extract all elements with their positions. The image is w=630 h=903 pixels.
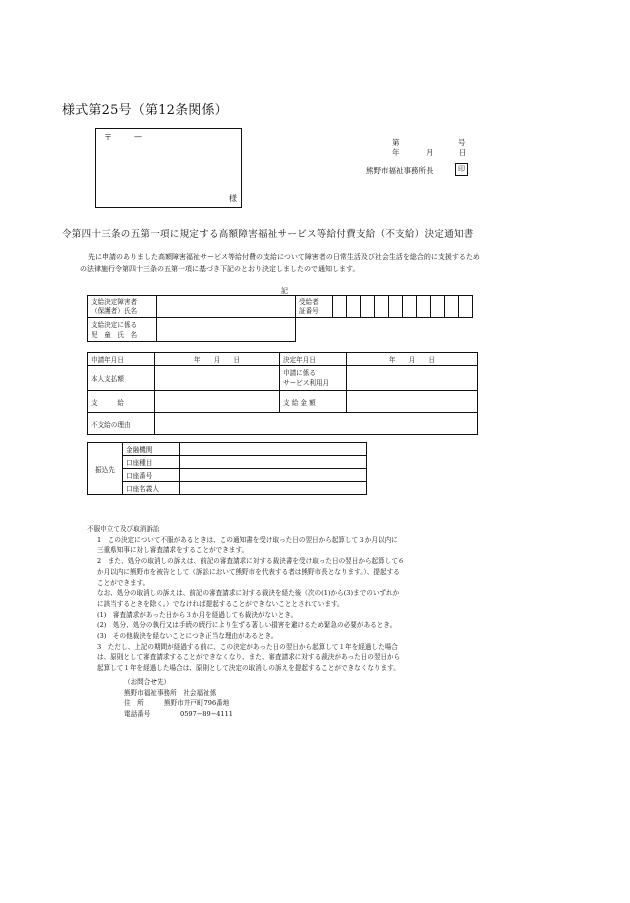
apply-date-label: 申請年月日 xyxy=(88,353,155,366)
recipient-name-field[interactable] xyxy=(157,296,296,318)
cert-digit-cell[interactable] xyxy=(361,296,375,318)
ki-heading: 記 xyxy=(281,287,288,295)
contact-section xyxy=(124,677,233,719)
postal-mark: 〒 xyxy=(104,133,112,142)
self-pay-label: 本人支払額 xyxy=(88,366,155,391)
doc-date-day: 日 xyxy=(459,148,467,157)
preamble-body: 先に申請のありました高額障害福祉サービス等給付費の支給について障害者の日常生活及び社会生活を総合的に支援するための法律施行令第四十三条の五第一項に基づき下記のとおり決定しましたので通知します。 xyxy=(80,253,480,273)
transfer-table xyxy=(87,442,367,495)
appeal-line: 2 また、処分の取消しの訴えは、前記の審査請求に対する裁決書を受け取った日の翌日から起算して６ xyxy=(97,557,405,566)
doc-number-dai: 第 xyxy=(392,138,400,147)
notice-title: 令第四十三条の五第一項に規定する高額障害福祉サービス等給付費支給（不支給）決定通知書 xyxy=(62,229,474,240)
self-pay-field[interactable] xyxy=(155,366,280,391)
form-number-title: 様式第25号（第12条関係） xyxy=(62,103,228,118)
contact-address-label: 住 所 xyxy=(124,699,144,707)
recipient-table xyxy=(87,295,473,342)
contact-address-row xyxy=(124,698,233,709)
contact-office: 熊野市福祉事務所 社会福祉係 xyxy=(124,688,217,697)
recipient-address-box xyxy=(95,128,242,208)
recipient-label-line2: （保護者）氏名 xyxy=(91,306,138,315)
service-label-line1: 申請に係る xyxy=(283,369,316,377)
appeal-section xyxy=(87,524,487,674)
recipient-label xyxy=(88,296,157,318)
cert-digit-cell[interactable] xyxy=(459,296,473,318)
contact-heading: （お問合せ先） xyxy=(124,678,171,686)
child-label-line1: 支給決定に係る xyxy=(91,320,138,329)
doc-date-year: 年 xyxy=(392,148,400,157)
appeal-line: 起算して１年を経過した場合は、原則として決定の取消しの訴えを提起することができなくなります。 xyxy=(97,664,400,673)
appeal-line: ことができます。 xyxy=(97,578,150,587)
seal-mark: 印 xyxy=(455,163,468,176)
contact-address: 熊野市井戸町796番地 xyxy=(164,699,230,707)
cert-digit-cell[interactable] xyxy=(347,296,361,318)
contact-phone-label: 電話番号 xyxy=(124,709,151,718)
account-type-field[interactable] xyxy=(180,456,367,469)
appeal-line: に該当するときを除く。）でなければ提起することができないこととされています。 xyxy=(97,599,344,608)
appeal-heading: 不服申立て及び取消訴訟 xyxy=(87,525,160,533)
appeal-line: なお、処分の取消しの訴えは、前記の審査請求に対する裁決を経た後（次の(1)から(3)までのいずれか xyxy=(97,589,400,598)
appeal-line: は、原則として審査請求することができなくなり、また、審査請求に対する裁決があった日の翌日から xyxy=(97,653,401,662)
child-name-label xyxy=(88,318,157,342)
child-name-field[interactable] xyxy=(157,318,296,342)
contact-phone: 0597−89−4111 xyxy=(180,709,234,718)
apply-date-field[interactable]: 年 月 日 xyxy=(155,353,280,366)
account-number-field[interactable] xyxy=(180,469,367,482)
decision-table xyxy=(87,352,478,435)
cert-number-label xyxy=(296,296,333,318)
account-holder-field[interactable] xyxy=(180,482,367,495)
sender-name: 熊野市福祉事務所長 xyxy=(366,166,434,175)
cert-digit-cell[interactable] xyxy=(417,296,431,318)
cert-label-line1: 受給者 xyxy=(299,297,319,306)
appeal-line: 1 この決定について不服があるときは、この通知書を受け取った日の翌日から起算して３か月以内に xyxy=(97,535,398,544)
appeal-line: 三重県知事に対し審査請求をすることができます。 xyxy=(97,546,249,555)
contact-phone-row xyxy=(124,709,233,720)
account-holder-label: 口座名義人 xyxy=(123,482,180,495)
service-month-label xyxy=(280,366,347,391)
account-type-label: 口座種目 xyxy=(123,456,180,469)
service-month-field[interactable] xyxy=(347,366,478,391)
decision-date-field[interactable]: 年 月 日 xyxy=(347,353,478,366)
payment-label: 支 給 xyxy=(88,391,155,413)
service-label-line2: サービス利用月 xyxy=(283,379,330,387)
transfer-label: 振込先 xyxy=(88,443,123,495)
bank-field[interactable] xyxy=(180,443,367,456)
appeal-line: 3 ただし、上記の期間が経過する前に、この決定があった日の翌日から起算して１年を経過した場合 xyxy=(97,642,398,651)
nonpay-reason-field[interactable] xyxy=(155,413,478,435)
bank-label: 金融機関 xyxy=(123,443,180,456)
doc-date-month: 月 xyxy=(426,148,434,157)
payment-amount-field[interactable] xyxy=(347,391,478,413)
decision-date-label: 決定年月日 xyxy=(280,353,347,366)
cert-digit-cell[interactable] xyxy=(403,296,417,318)
doc-number-go: 号 xyxy=(458,138,466,147)
appeal-line: か月以内に熊野市を被告として（訴訟において熊野市を代表する者は熊野市長となります。）、提起する xyxy=(97,567,400,576)
appeal-line: (3) その他裁決を経ないことにつき正当な理由があるとき。 xyxy=(97,632,278,641)
recipient-label-line1: 支給決定障害者 xyxy=(91,297,138,306)
account-number-label: 口座番号 xyxy=(123,469,180,482)
preamble-text xyxy=(80,252,480,275)
cert-digit-cell[interactable] xyxy=(445,296,459,318)
honorific-sama: 様 xyxy=(229,194,237,203)
cert-digit-cell[interactable] xyxy=(431,296,445,318)
payment-amount-label: 支 給 金 額 xyxy=(280,391,347,413)
nonpay-reason-label: 不支給の理由 xyxy=(88,413,155,435)
cert-label-line2: 証番号 xyxy=(299,306,319,315)
appeal-line: (2) 処分、処分の執行又は手続の続行により生ずる著しい損害を避けるため緊急の必要があるとき。 xyxy=(97,621,397,630)
cert-digit-cell[interactable] xyxy=(333,296,347,318)
cert-digit-cell[interactable] xyxy=(375,296,389,318)
cert-digit-cell[interactable] xyxy=(389,296,403,318)
postal-dash: — xyxy=(134,132,142,141)
payment-field[interactable] xyxy=(155,391,280,413)
child-label-line2: 児 童 氏 名 xyxy=(91,330,138,339)
appeal-line: (1) 審査請求があった日から３か月を経過しても裁決がないとき。 xyxy=(97,610,298,619)
